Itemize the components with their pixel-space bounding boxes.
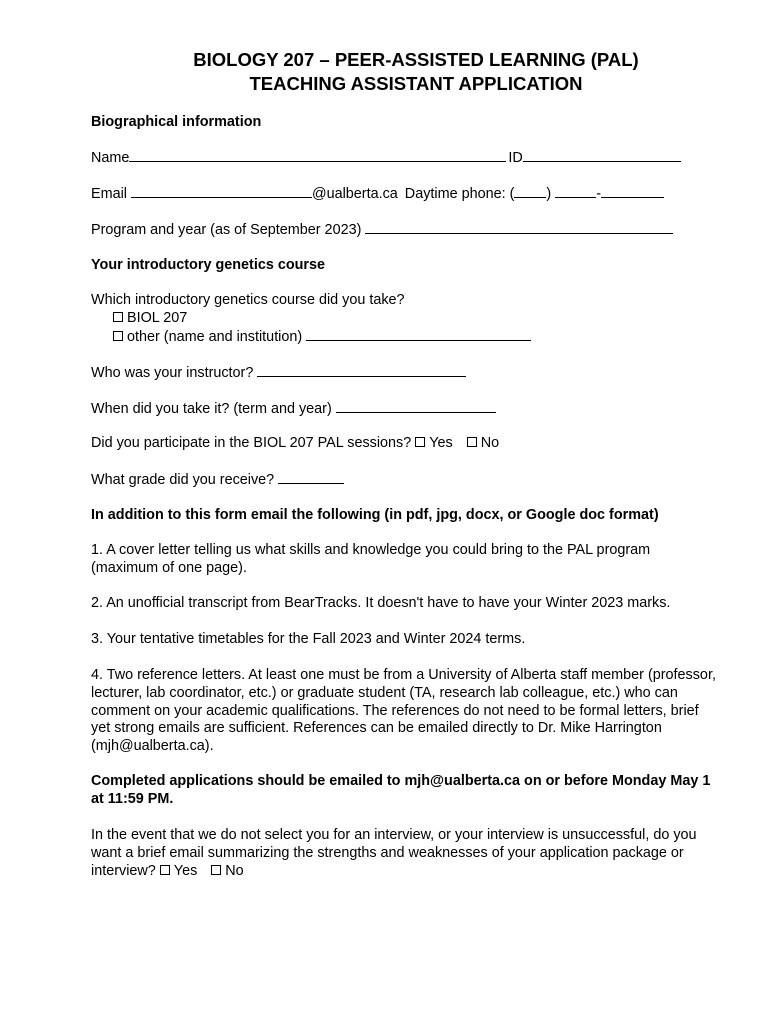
email-label: Email: [91, 186, 127, 202]
option-biol-207: [113, 309, 187, 327]
requirement-cover-letter: 1. A cover letter telling us what skills and knowledge you could bring to the PAL program (maximum of one page).: [91, 542, 651, 576]
program-row: [91, 220, 673, 239]
pal-no-checkbox[interactable]: [467, 437, 477, 447]
phone-area-code-field[interactable]: [514, 184, 546, 198]
phone-close-paren: ): [546, 186, 552, 202]
instructor-row: [91, 363, 466, 382]
name-field[interactable]: [129, 148, 506, 162]
term-year-row: [91, 399, 496, 418]
submission-deadline: Completed applications should be emailed to mjh@ualberta.ca on or before Monday May 1 at 11:59 PM.: [91, 773, 711, 807]
biol-207-label: BIOL 207: [127, 310, 188, 326]
feedback-yes-checkbox[interactable]: [160, 865, 170, 875]
grade-field[interactable]: [278, 470, 344, 484]
requirement-timetables: 3. Your tentative timetables for the Fall 2023 and Winter 2024 terms.: [91, 631, 526, 647]
name-label: Name: [91, 150, 130, 166]
feedback-yes-label: Yes: [173, 862, 198, 879]
term-year-field[interactable]: [336, 399, 496, 413]
feedback-no-checkbox[interactable]: [211, 865, 221, 875]
id-label: ID: [508, 150, 523, 166]
feedback-no-label: No: [225, 862, 244, 879]
pal-no-label: No: [480, 435, 500, 451]
feedback-question-block: [91, 827, 706, 880]
phone-line-field[interactable]: [601, 184, 664, 198]
requirement-reference-letters: 4. Two reference letters. At least one must be from a University of Alberta staff member (professor, lecturer, lab coordinator, etc.) or graduate student (TA, research lab colleague, etc.) who can comment on your academic qualifications. The references do not need to be formal letters, brief yet strong emails are sufficient. References can be emailed directly to Dr. Mike Harrington (mjh@ualberta.ca).: [91, 667, 716, 755]
form-title-line-2: TEACHING ASSISTANT APPLICATION: [249, 73, 583, 94]
feedback-question: In the event that we do not select you for an interview, or your interview is unsuccessful, do you want a brief email summarizing the strengths and weaknesses of your application package or interview?: [91, 827, 697, 879]
other-course-label: other (name and institution): [127, 329, 303, 345]
section-heading-biographical: Biographical information: [91, 114, 262, 130]
instructor-field[interactable]: [257, 363, 466, 377]
course-question: Which introductory genetics course did you take?: [91, 292, 405, 308]
grade-question: What grade did you receive?: [91, 472, 275, 488]
phone-dash: -: [596, 186, 601, 202]
phone-prefix-field[interactable]: [555, 184, 596, 198]
option-other: [113, 327, 531, 346]
grade-row: [91, 470, 344, 489]
section-heading-email-documents: In addition to this form email the following (in pdf, jpg, docx, or Google doc format): [91, 507, 659, 523]
instructor-question: Who was your instructor?: [91, 365, 254, 381]
id-field[interactable]: [523, 148, 681, 162]
email-phone-row: [91, 184, 664, 203]
other-course-field[interactable]: [306, 327, 531, 341]
section-heading-genetics: Your introductory genetics course: [91, 257, 326, 273]
program-field[interactable]: [365, 220, 673, 234]
name-id-row: [91, 148, 681, 167]
phone-label: Daytime phone: (: [404, 186, 515, 202]
pal-yes-label: Yes: [429, 435, 453, 451]
pal-yes-checkbox[interactable]: [415, 437, 425, 447]
biol-207-checkbox[interactable]: [113, 312, 123, 322]
pal-participation-row: [91, 434, 499, 452]
email-field[interactable]: [131, 184, 312, 198]
form-title-line-1: BIOLOGY 207 – PEER-ASSISTED LEARNING (PAL): [193, 49, 639, 70]
other-course-checkbox[interactable]: [113, 331, 123, 341]
email-domain: @ualberta.ca: [311, 186, 398, 202]
pal-participation-question: Did you participate in the BIOL 207 PAL sessions?: [91, 435, 412, 451]
term-year-question: When did you take it? (term and year): [91, 401, 332, 417]
requirement-transcript: 2. An unofficial transcript from BearTracks. It doesn't have to have your Winter 2023 marks.: [91, 595, 671, 611]
program-label: Program and year (as of September 2023): [91, 222, 362, 238]
